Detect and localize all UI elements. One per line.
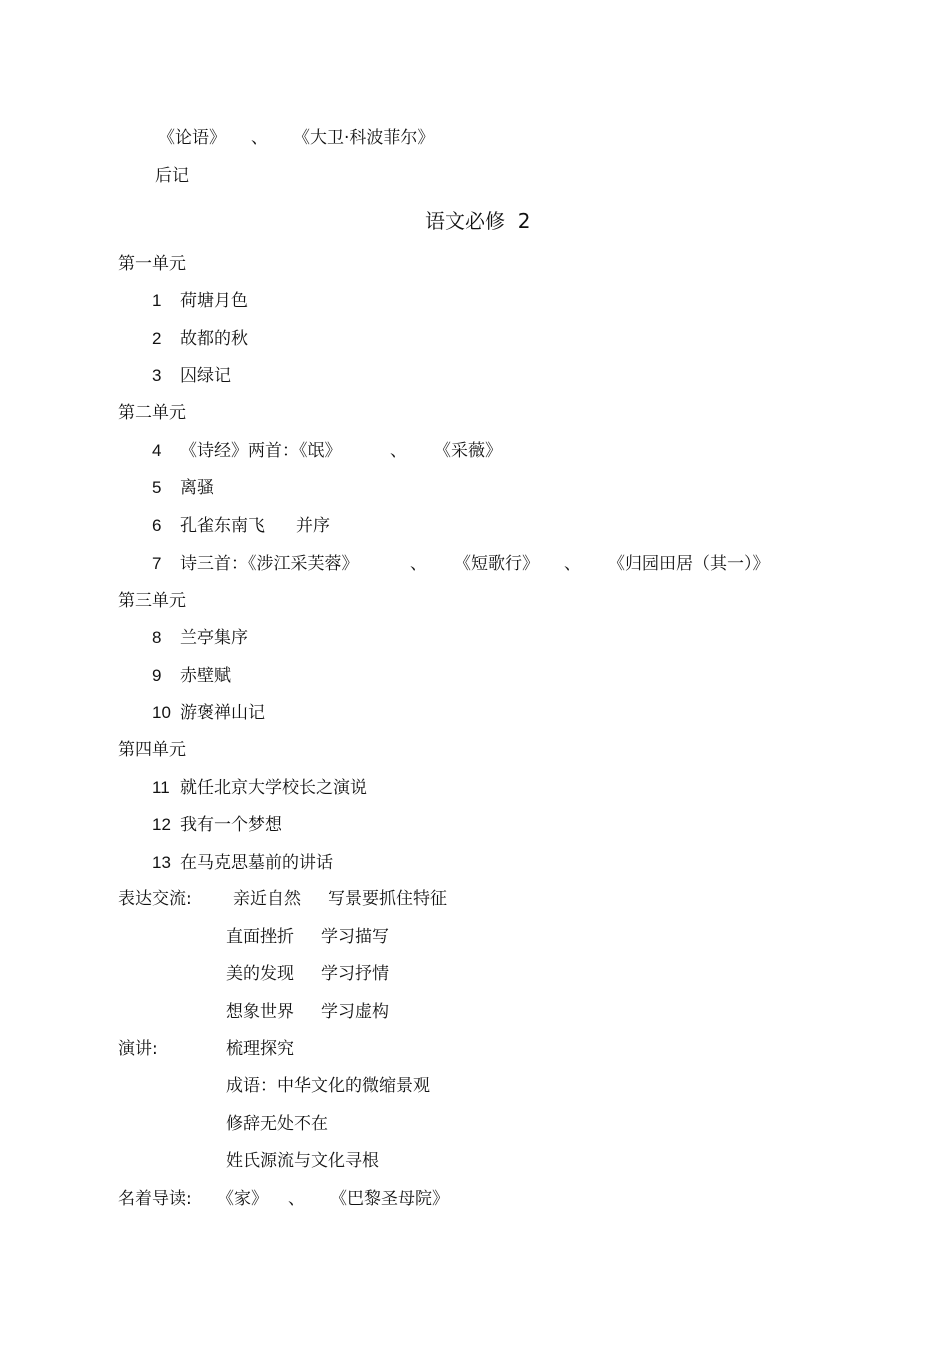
unit-heading: 第一单元 [118,254,186,274]
speech-item: 梳理探究 [226,1039,294,1059]
expression-topic: 直面挫折 [226,927,294,947]
lesson-number: 11 [152,778,170,797]
expression-row [226,963,626,985]
expression-row [226,926,626,948]
lesson-title: 荷塘月色 [180,291,248,311]
book-david-copperfield: 《大卫·科波菲尔》 [293,128,435,148]
lesson-number: 8 [152,628,162,647]
lesson-number: 9 [152,666,162,685]
lesson-number: 7 [152,554,162,573]
page-title: 语文必修 2 [425,209,531,233]
lesson-title: 故都的秋 [180,329,248,349]
lesson-title: 诗三首：《涉江采芙蓉》 [180,554,359,574]
lesson-title: 游褒禅山记 [180,703,265,723]
unit-heading: 第三单元 [118,591,186,611]
lesson-number: 12 [152,815,171,834]
book-lunyu: 《论语》 [158,128,226,148]
lesson-subtitle: 《归园田居（其一）》 [608,554,770,574]
lesson-item [152,328,248,350]
expression-topic: 亲近自然 [233,889,301,909]
reading-label: 名着导读: [118,1189,192,1209]
unit-heading: 第四单元 [118,740,186,760]
speech-item: 姓氏源流与文化寻根 [226,1151,379,1171]
expression-topic: 想象世界 [226,1002,294,1022]
lesson-item [152,852,333,874]
expression-skill: 写景要抓住特征 [328,889,447,909]
expression-label: 表达交流: [118,889,192,909]
afterword: 后记 [155,166,189,186]
lesson-subtitle: 并序 [296,516,330,536]
separator: 、 [288,1189,305,1209]
lesson-number: 10 [152,703,171,722]
speech-item: 修辞无处不在 [226,1114,328,1134]
lesson-title: 囚绿记 [180,366,231,386]
speech-label: 演讲: [118,1039,158,1059]
separator: 、 [564,554,581,574]
lesson-title: 兰亭集序 [180,628,248,648]
lesson-subtitle: 《短歌行》 [454,554,539,574]
expression-skill: 学习虚构 [321,1002,389,1022]
book-jia: 《家》 [217,1189,268,1209]
expression-topic: 美的发现 [226,964,294,984]
lesson-number: 13 [152,853,171,872]
book-notre-dame: 《巴黎圣母院》 [330,1189,449,1209]
lesson-item [152,665,231,687]
separator: 、 [251,128,268,148]
lesson-number: 4 [152,441,162,460]
lesson-title: 赤壁赋 [180,666,231,686]
lesson-item [152,627,248,649]
expression-row [226,1001,626,1023]
lesson-number: 2 [152,329,162,348]
lesson-title: 孔雀东南飞 [180,516,265,536]
speech-item: 成语：中华文化的微缩景观 [226,1076,430,1096]
lesson-item [152,777,367,799]
lesson-number: 1 [152,291,162,310]
lesson-title: 在马克思墓前的讲话 [180,853,333,873]
expression-skill: 学习描写 [321,927,389,947]
lesson-number: 6 [152,516,162,535]
expression-skill: 学习抒情 [321,964,389,984]
lesson-number: 5 [152,478,162,497]
lesson-title: 离骚 [180,478,214,498]
lesson-item [152,553,792,575]
lesson-item [152,290,248,312]
lesson-item [152,814,282,836]
unit-heading: 第二单元 [118,403,186,423]
lesson-number: 3 [152,366,162,385]
lesson-title: 我有一个梦想 [180,815,282,835]
reading-line [118,1188,518,1210]
expression-row [233,888,633,910]
separator: 、 [390,441,407,461]
lesson-subtitle: 《采薇》 [434,441,502,461]
lesson-title: 就任北京大学校长之演说 [180,778,367,798]
separator: 、 [410,554,427,574]
lesson-title: 《诗经》两首：《氓》 [180,441,342,461]
lesson-item [152,440,652,462]
lesson-item [152,477,214,499]
lesson-item [152,365,231,387]
lesson-item [152,702,265,724]
lesson-item [152,515,452,537]
